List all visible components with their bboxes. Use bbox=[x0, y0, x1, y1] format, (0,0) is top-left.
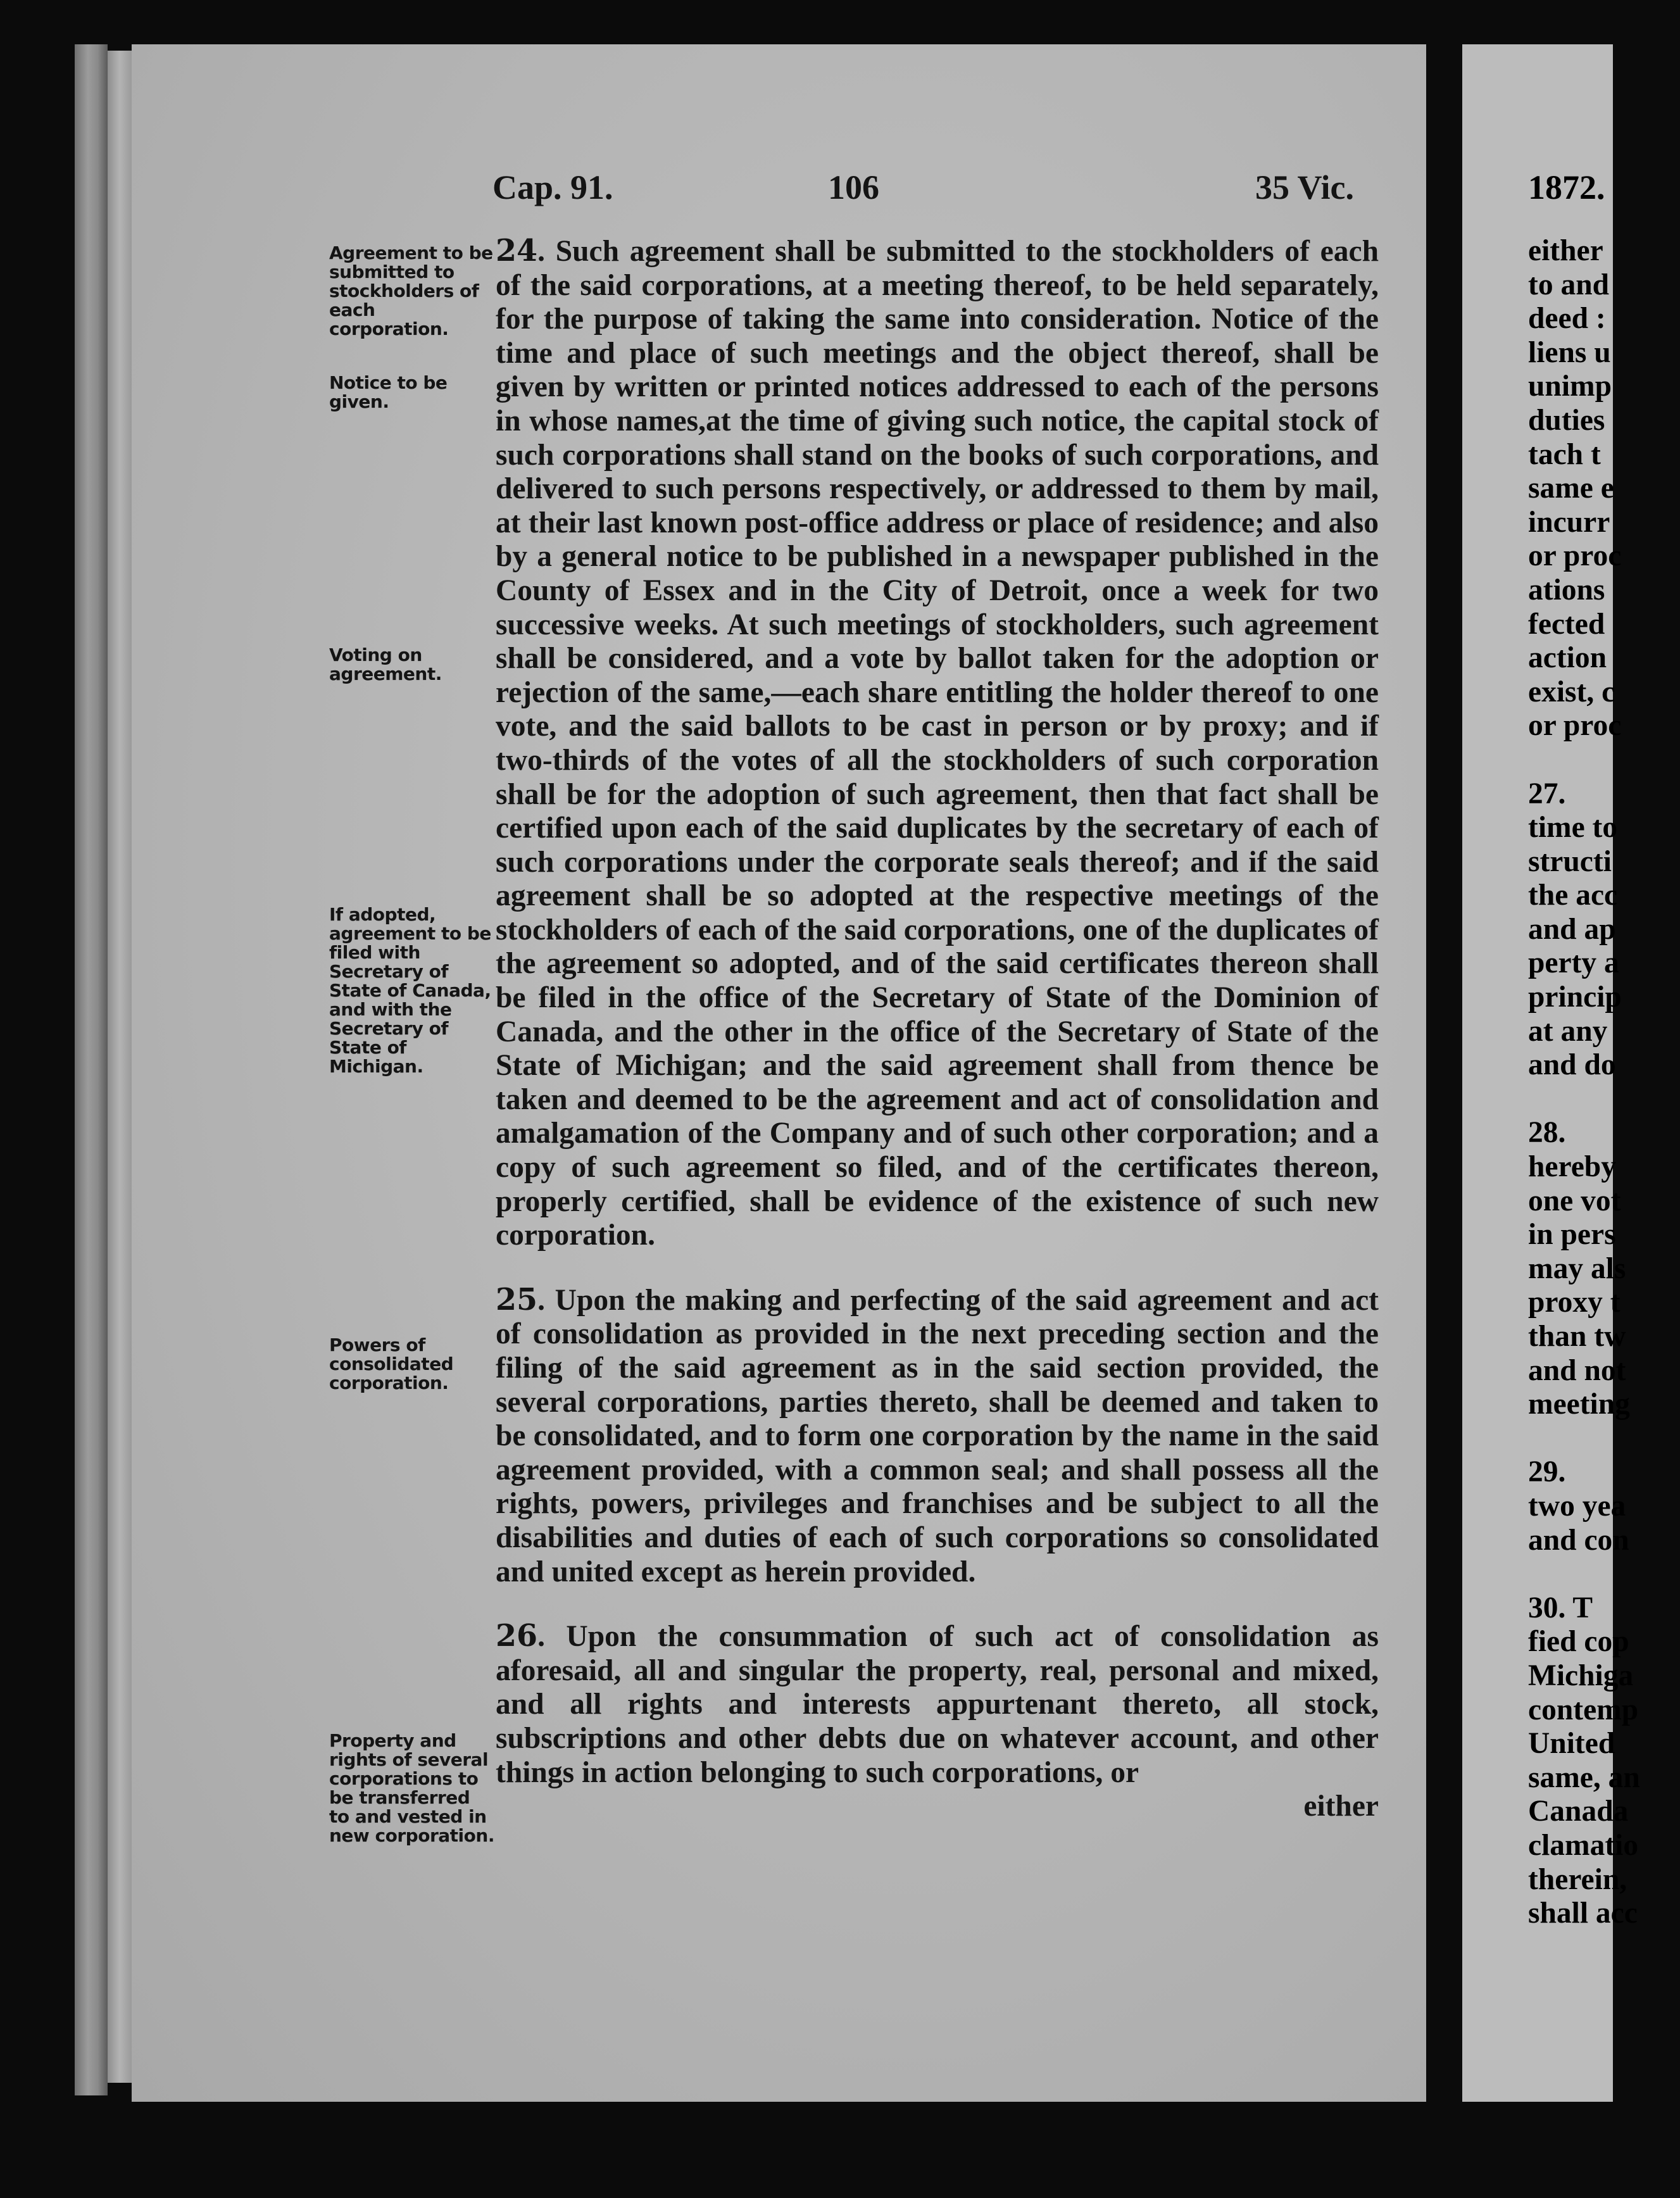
next-page-line: 28. bbox=[1528, 1116, 1566, 1150]
regnal-year: 35 Vic. bbox=[1255, 168, 1354, 206]
next-page-line bbox=[1528, 1083, 1680, 1117]
page-number: 106 bbox=[828, 168, 879, 206]
section-24 bbox=[496, 234, 1379, 1253]
next-page-line: same e bbox=[1528, 472, 1614, 505]
next-page-line bbox=[1528, 1557, 1680, 1592]
section-text: . Upon the making and perfecting of the said agreement and act of consolidation as provided in the next preceding section and the filing of the said agreement as in the said section provided, the several corporations, parties thereto, shall be deemed and taken to be consolidated, and to form one corporation by the name in the said agreement provided, with a common seal; and shall possess all the rights, powers, privileges and franchises and be subject to all the disabilities and duties of each of such corporations so consolidated and united except as herein provided. bbox=[496, 1283, 1379, 1588]
margin-note-property: Property and rights of several corporations to be transferred to and vested in new corporation. bbox=[329, 1730, 494, 1846]
section-number: 26 bbox=[496, 1618, 538, 1654]
section-text: . Such agreement shall be submitted to the stockholders of each of the said corporations, at a meeting thereof, to be held separately, for the purpose of taking the same into consideration. Notice of the time and place of such meetings and the object thereof, shall be given by written or printed notices addressed to each of the persons in whose names,at the time of giving such notice, the capital stock of such corporations shall stand on the books of such corporations, and delivered to such persons respectively, or addressed to them by mail, at their last known post-office address or place of residence; and also by a general notice to be published in a newspaper published in the County of Essex and in the City of Detroit, once a week for two successive weeks. At such meetings of stockholders, such agreement shall be considered, and a vote by ballot taken for the adoption or rejection of the same,—each share entitling the holder thereof to one vote, and the said ballots to be cast in person or by proxy; and if two-thirds of the votes of all the stockholders of such corporation shall be for the adoption of such agreement, then that fact shall be certified upon each of the said duplicates by the secretary of each of such corporations under the corporate seals thereof; and if the said agreement shall be so adopted at the respective meetings of the stockholders of each of the said corporations, one of the duplicates of the agreement so adopted, and of the said certificates thereon shall be filed in the office of the Secretary of State of the Dominion of Canada, and the other in the office of the Secretary of State of the State of Michigan; and the said agreement shall from thence be taken and deemed to be the agreement and act of consolidation and amalgamation of the Company and of such other corporation; and a copy of such agreement so filed, and of the certificates thereon, properly certified, shall be evidence of the existence of such new corporation. bbox=[496, 235, 1379, 1252]
margin-note-agreement-submitted: Agreement to be submitted to stockholders of each corporation. bbox=[329, 242, 493, 339]
next-page-line: or proc bbox=[1528, 539, 1622, 573]
next-page-line bbox=[1528, 743, 1680, 777]
next-page-line: incurr bbox=[1528, 505, 1610, 539]
next-page-line: hereby bbox=[1528, 1150, 1616, 1184]
next-page-line: 29. bbox=[1528, 1455, 1566, 1489]
next-page-line: liens u bbox=[1528, 336, 1611, 369]
next-page-line: and ap bbox=[1528, 912, 1616, 946]
next-page-line: and do bbox=[1528, 1048, 1616, 1082]
chapter-label: Cap. 91. bbox=[492, 168, 613, 206]
next-page-line: tach t bbox=[1528, 437, 1601, 471]
running-header bbox=[132, 168, 1426, 212]
next-page-line: two yea bbox=[1528, 1489, 1626, 1523]
left-page bbox=[132, 44, 1426, 2102]
book-spine-edge bbox=[75, 44, 108, 2095]
next-page-line: deed : bbox=[1528, 302, 1606, 336]
next-page-line: in pers bbox=[1528, 1218, 1616, 1252]
next-page-line: at any bbox=[1528, 1014, 1608, 1048]
statute-body bbox=[496, 234, 1379, 1824]
section-number: 24 bbox=[496, 233, 538, 268]
next-page-line: time to bbox=[1528, 811, 1618, 845]
next-page-line: princip bbox=[1528, 981, 1622, 1014]
section-text: . Upon the consummation of such act of consolidation as aforesaid, all and singular the property, real, personal and mixed, and all rights and interests appurtenant thereto, all stock, subscriptions and other debts due on whatever account, and other things in action belonging to such corporations, or bbox=[496, 1620, 1379, 1789]
page-stack-edge bbox=[108, 51, 132, 2083]
margin-note-powers: Powers of consolidated corporation. bbox=[329, 1334, 454, 1393]
next-page-line: or proc bbox=[1528, 709, 1622, 743]
next-page-line: United bbox=[1528, 1727, 1615, 1761]
next-page-line: perty a bbox=[1528, 946, 1619, 980]
section-26 bbox=[496, 1619, 1379, 1790]
next-page-line: may als bbox=[1528, 1252, 1626, 1285]
next-page-line: same, an bbox=[1528, 1761, 1640, 1794]
next-page-line: the acc bbox=[1528, 879, 1618, 912]
next-page-line: fied cop bbox=[1528, 1625, 1629, 1659]
next-page-line: Canada bbox=[1528, 1795, 1629, 1828]
next-page-line: shall acc bbox=[1528, 1897, 1638, 1930]
margin-note-notice: Notice to be given. bbox=[329, 372, 448, 412]
section-25 bbox=[496, 1283, 1379, 1589]
margin-note-filing: If adopted, agreement to be filed with Secretary of State of Canada, and with the Secretary of State of Michigan. bbox=[329, 904, 491, 1077]
next-page-line: structi bbox=[1528, 845, 1612, 878]
next-page-line bbox=[1528, 1422, 1680, 1456]
next-page-header: 1872. bbox=[1528, 168, 1605, 206]
next-page-line: duties bbox=[1528, 403, 1605, 437]
next-page-line: therein, bbox=[1528, 1862, 1627, 1896]
next-page-line: Michiga bbox=[1528, 1659, 1634, 1692]
next-page-text bbox=[1528, 234, 1680, 1931]
section-number: 25 bbox=[496, 1281, 538, 1317]
next-page-line: meeting bbox=[1528, 1388, 1630, 1421]
next-page-line: 27. bbox=[1528, 777, 1566, 810]
next-page-line: and con bbox=[1528, 1523, 1629, 1557]
next-page-line: clamatio bbox=[1528, 1828, 1639, 1862]
next-page-line: exist, c bbox=[1528, 675, 1615, 708]
next-page-line: and not bbox=[1528, 1353, 1626, 1387]
next-page-line: one vot bbox=[1528, 1184, 1621, 1217]
next-page-line: than tw bbox=[1528, 1320, 1626, 1353]
next-page-line: unimp bbox=[1528, 370, 1612, 403]
next-page-line: action bbox=[1528, 641, 1607, 675]
next-page-line: proxy t bbox=[1528, 1286, 1620, 1319]
next-page-line: to and bbox=[1528, 268, 1610, 301]
catchword: either bbox=[1303, 1790, 1379, 1823]
next-page-line: fected bbox=[1528, 607, 1605, 641]
right-page-fragment bbox=[1462, 44, 1640, 2102]
next-page-line: either bbox=[1528, 234, 1603, 267]
next-page-line: contemp bbox=[1528, 1693, 1639, 1726]
next-page-line: 30. T bbox=[1528, 1591, 1593, 1624]
next-page-line: ations bbox=[1528, 573, 1605, 606]
margin-note-voting: Voting on agreement. bbox=[329, 644, 442, 684]
